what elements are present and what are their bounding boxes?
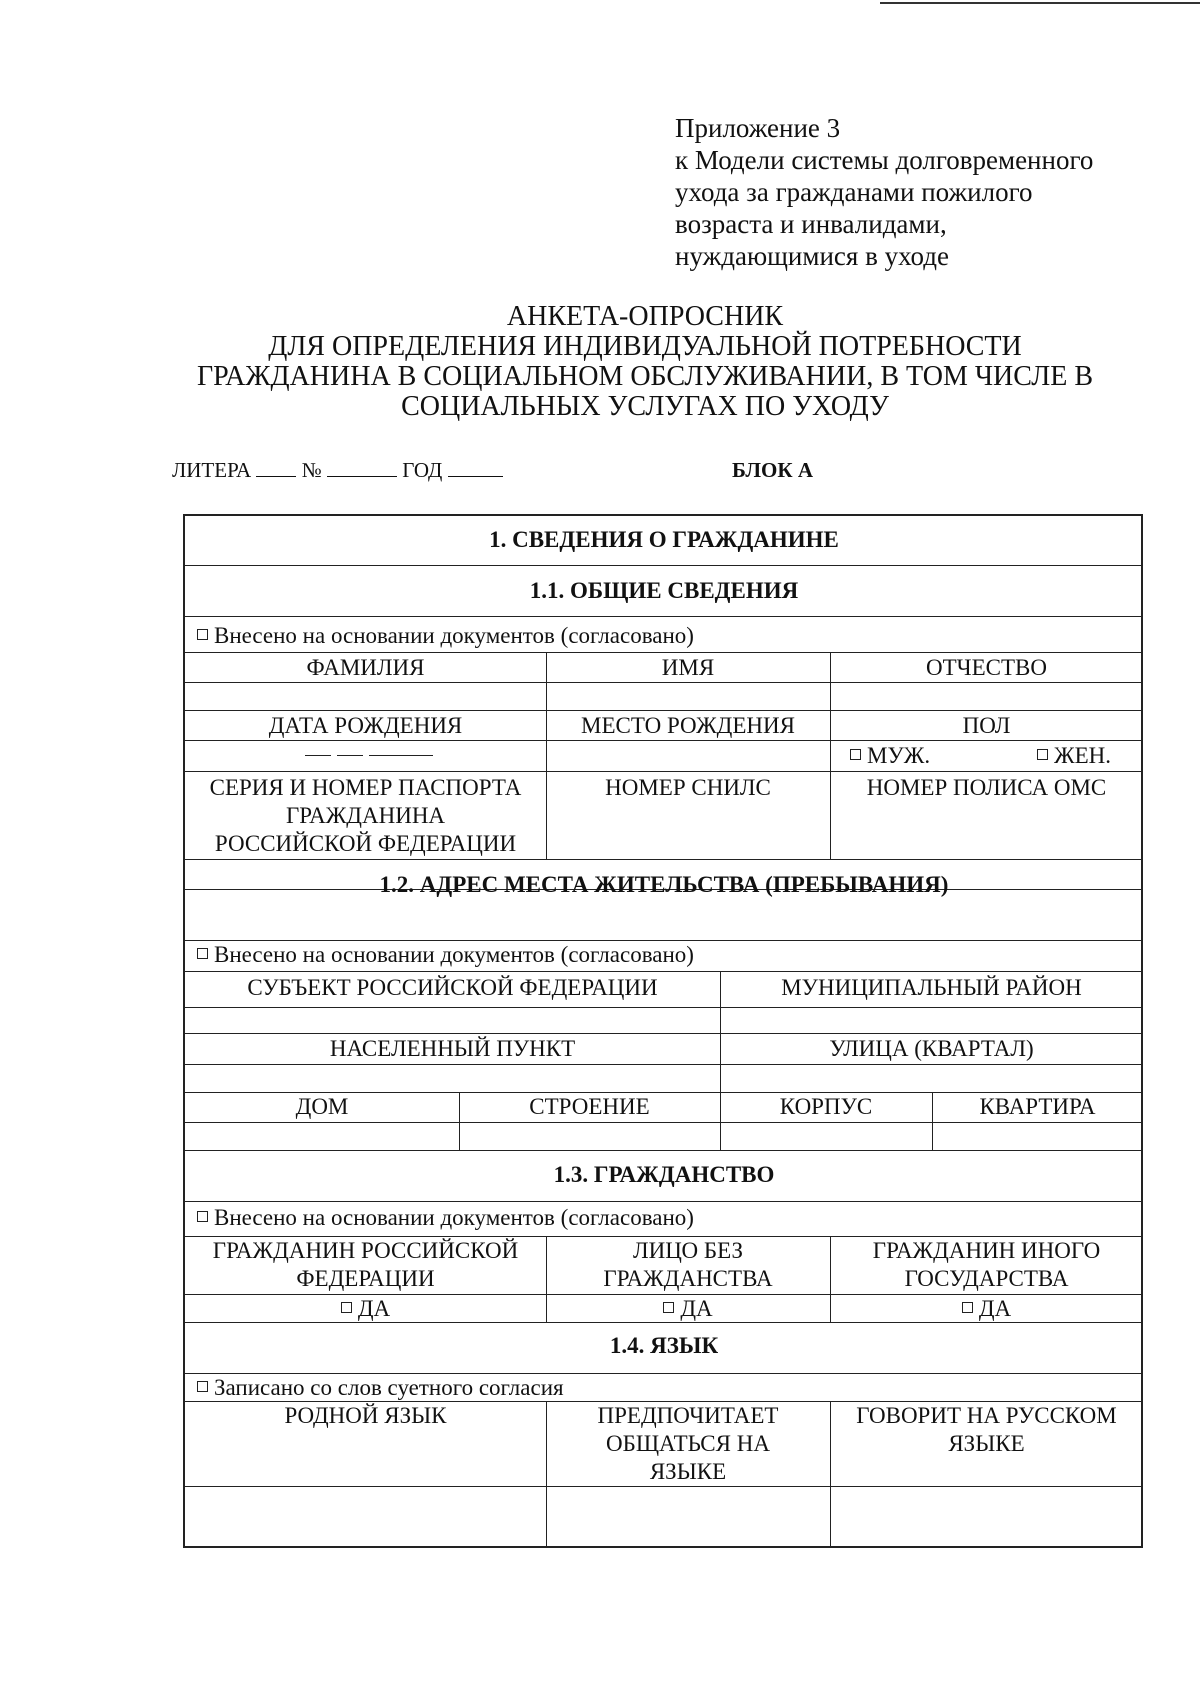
rf-citizen-header xyxy=(185,1237,546,1293)
number-label: № xyxy=(301,458,322,482)
registration-line xyxy=(172,458,503,483)
appendix-note xyxy=(675,112,1093,272)
row-divider xyxy=(185,616,1143,617)
section-1-title: 1. СВЕДЕНИЯ О ГРАЖДАНИНЕ xyxy=(489,527,839,552)
checkbox-icon[interactable] xyxy=(962,1302,973,1313)
row-divider xyxy=(185,565,1143,566)
row-divider xyxy=(185,682,1143,683)
passport-header-line: ГРАЖДАНИНА xyxy=(285,803,446,828)
preferred-language-line: ОБЩАТЬСЯ НА xyxy=(606,1431,770,1456)
passport-header-line: СЕРИЯ И НОМЕР ПАСПОРТА xyxy=(209,775,522,800)
block-label: БЛОК А xyxy=(732,458,813,482)
street-header: УЛИЦА (КВАРТАЛ) xyxy=(829,1036,1034,1061)
stateless-yes-option[interactable] xyxy=(546,1295,830,1323)
top-edge-line xyxy=(880,2,1200,4)
row-divider xyxy=(185,971,1143,972)
sex-female-option[interactable] xyxy=(1037,742,1111,770)
section-1-1-title: 1.1. ОБЩИЕ СВЕДЕНИЯ xyxy=(529,578,799,603)
section-1-3-title: 1.3. ГРАЖДАНСТВО xyxy=(553,1162,775,1187)
foreign-citizen-line: ГОСУДАРСТВА xyxy=(904,1266,1069,1291)
oms-header: НОМЕР ПОЛИСА ОМС xyxy=(866,775,1107,800)
title-line: АНКЕТА-ОПРОСНИК xyxy=(506,301,784,332)
district-header: МУНИЦИПАЛЬНЫЙ РАЙОН xyxy=(781,975,1082,1000)
preferred-language-line: ЯЗЫКЕ xyxy=(649,1459,727,1484)
documents-confirmed-checkbox-1-3[interactable] xyxy=(197,1204,694,1232)
korpus-header: КОРПУС xyxy=(779,1094,873,1119)
settlement-header: НАСЕЛЕННЫЙ ПУНКТ xyxy=(329,1036,576,1061)
title-line: СОЦИАЛЬНЫХ УСЛУГАХ ПО УХОДУ xyxy=(401,391,889,422)
patronymic-header: ОТЧЕСТВО xyxy=(926,655,1047,680)
male-label: МУЖ. xyxy=(867,743,931,768)
stateless-line: ЛИЦО БЕЗ xyxy=(633,1238,743,1263)
yes-label: ДА xyxy=(680,1296,713,1321)
col-divider xyxy=(546,652,547,859)
speaks-russian-line: ЯЗЫКЕ xyxy=(948,1431,1025,1456)
rf-citizen-line: ФЕДЕРАЦИИ xyxy=(296,1266,435,1291)
row-divider xyxy=(185,1033,1143,1034)
checkbox-icon[interactable] xyxy=(341,1302,352,1313)
form-table xyxy=(183,514,1143,1548)
birth-date-header: ДАТА РОЖДЕНИЯ xyxy=(268,713,463,738)
row-divider xyxy=(185,1150,1143,1151)
appendix-line: нуждающимися в уходе xyxy=(675,241,949,271)
sex-header: ПОЛ xyxy=(962,713,1011,738)
litera-field[interactable] xyxy=(256,458,296,477)
row-divider xyxy=(185,1064,1143,1065)
checkbox-icon[interactable] xyxy=(197,1381,208,1392)
checkbox-icon[interactable] xyxy=(197,1211,208,1222)
checkbox-icon[interactable] xyxy=(850,749,861,760)
documents-confirmed-checkbox-1-1[interactable] xyxy=(197,622,694,650)
checkbox-label: Внесено на основании документов (согласовано) xyxy=(214,1205,694,1230)
row-divider xyxy=(185,1486,1143,1487)
apartment-header: КВАРТИРА xyxy=(979,1094,1096,1119)
passport-header xyxy=(185,774,546,858)
foreign-citizen-yes-option[interactable] xyxy=(830,1295,1143,1323)
checkbox-label: Внесено на основании документов (согласовано) xyxy=(214,942,694,967)
row-divider xyxy=(185,652,1143,653)
subject-header: СУБЪЕКТ РОССИЙСКОЙ ФЕДЕРАЦИИ xyxy=(247,975,658,1000)
building-header: СТРОЕНИЕ xyxy=(529,1094,650,1119)
preferred-language-line: ПРЕДПОЧИТАЕТ xyxy=(597,1403,779,1428)
birth-place-header: МЕСТО РОЖДЕНИЯ xyxy=(581,713,795,738)
native-language-header: РОДНОЙ ЯЗЫК xyxy=(284,1403,447,1428)
checkbox-icon[interactable] xyxy=(1037,749,1048,760)
stateless-header xyxy=(546,1237,830,1293)
checkbox-icon[interactable] xyxy=(197,948,208,959)
yes-label: ДА xyxy=(978,1296,1012,1321)
preferred-language-header xyxy=(546,1402,830,1486)
year-label: ГОД xyxy=(402,458,443,482)
foreign-citizen-line: ГРАЖДАНИН ИНОГО xyxy=(872,1238,1101,1263)
yes-label: ДА xyxy=(357,1296,391,1321)
documents-confirmed-checkbox-1-2[interactable] xyxy=(197,941,694,969)
checkbox-label: Внесено на основании документов (согласовано) xyxy=(214,623,694,648)
row-divider xyxy=(185,710,1143,711)
appendix-line: Приложение 3 xyxy=(675,113,841,143)
checkbox-icon[interactable] xyxy=(197,629,208,640)
female-label: ЖЕН. xyxy=(1054,743,1112,768)
snils-header: НОМЕР СНИЛС xyxy=(605,775,771,800)
litera-label: ЛИТЕРА xyxy=(172,458,252,482)
stateless-line: ГРАЖДАНСТВА xyxy=(603,1266,773,1291)
section-1-4-title: 1.4. ЯЗЫК xyxy=(609,1333,719,1358)
rf-citizen-line: ГРАЖДАНИН РОССИЙСКОЙ xyxy=(212,1238,519,1263)
row-divider xyxy=(185,1201,1143,1202)
section-1-2-title: 1.2. АДРЕС МЕСТА ЖИТЕЛЬСТВА (ПРЕБЫВАНИЯ) xyxy=(379,872,949,897)
surname-header: ФАМИЛИЯ xyxy=(306,655,425,680)
speaks-russian-header xyxy=(830,1402,1143,1458)
name-header: ИМЯ xyxy=(661,655,715,680)
col-divider xyxy=(830,652,831,859)
appendix-line: возраста и инвалидами, xyxy=(675,209,947,239)
checkbox-label: Записано со слов суетного согласия xyxy=(214,1375,564,1400)
rf-citizen-yes-option[interactable] xyxy=(185,1295,546,1323)
appendix-line: к Модели системы долговременного xyxy=(675,145,1094,175)
row-divider xyxy=(185,771,1143,772)
document-title xyxy=(120,302,1170,422)
row-divider xyxy=(185,740,1143,741)
appendix-line: ухода за гражданами пожилого xyxy=(675,177,1033,207)
title-line: ГРАЖДАНИНА В СОЦИАЛЬНОМ ОБСЛУЖИВАНИИ, В ТОМ ЧИСЛЕ В xyxy=(196,361,1094,392)
passport-header-line: РОССИЙСКОЙ ФЕДЕРАЦИИ xyxy=(214,831,517,856)
sex-male-option[interactable] xyxy=(850,742,930,770)
row-divider xyxy=(185,1122,1143,1123)
year-field[interactable] xyxy=(448,458,503,477)
speaks-russian-line: ГОВОРИТ НА РУССКОМ xyxy=(856,1403,1117,1428)
checkbox-icon[interactable] xyxy=(663,1302,674,1313)
house-header: ДОМ xyxy=(295,1094,349,1119)
row-divider xyxy=(185,1007,1143,1008)
spoken-consent-checkbox-1-4[interactable] xyxy=(197,1374,564,1402)
title-line: ДЛЯ ОПРЕДЕЛЕНИЯ ИНДИВИДУАЛЬНОЙ ПОТРЕБНОСТИ xyxy=(268,331,1022,362)
foreign-citizen-header xyxy=(830,1237,1143,1293)
row-divider xyxy=(185,859,1143,860)
number-field[interactable] xyxy=(327,458,397,477)
